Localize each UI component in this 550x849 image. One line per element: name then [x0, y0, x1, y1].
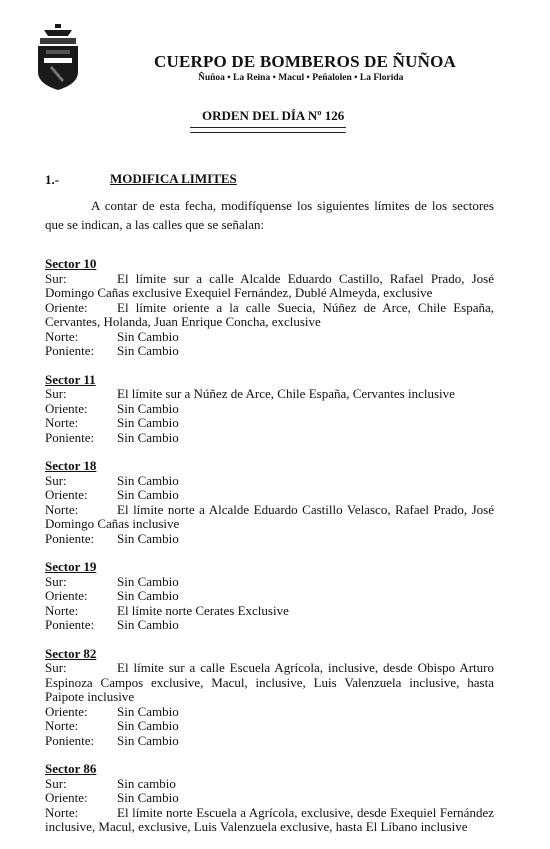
boundary-row — [45, 777, 494, 792]
sector-block — [45, 257, 494, 359]
boundary-description: Sin Cambio — [117, 429, 179, 445]
boundary-direction-label: Poniente: — [45, 530, 95, 546]
boundary-description: El límite norte Escuela a Agrícola, exclusive, desde Exequiel Fernández inclusive, Macul, exclusive, Luis Valenzuela exclusive, hasta El Líbano inclusive — [45, 804, 494, 834]
boundary-direction-label: Norte: — [45, 804, 79, 820]
boundary-row — [45, 330, 494, 345]
intro-paragraph: A contar de esta fecha, modifíquense los siguientes límites de los sectores que se indican, a las calles que se señalan: — [45, 198, 494, 232]
boundary-direction-label: Poniente: — [45, 617, 95, 632]
boundary-row — [45, 344, 494, 359]
sector-title: Sector 18 — [45, 458, 97, 473]
boundary-row — [45, 416, 494, 431]
boundary-row — [45, 791, 494, 806]
boundary-direction-label: Sur: — [45, 270, 67, 286]
boundary-direction-label: Oriente: — [45, 400, 88, 416]
boundary-direction-label: Norte: — [45, 602, 79, 618]
organization-title: CUERPO DE BOMBEROS DE ÑUÑOA — [154, 52, 456, 71]
sector-title: Sector 11 — [45, 371, 96, 387]
boundary-row — [45, 488, 494, 503]
boundary-direction-label: Oriente: — [45, 487, 88, 502]
sector-title: Sector 86 — [45, 761, 97, 776]
boundary-description: El límite sur a Núñez de Arce, Chile España, Cervantes inclusive — [117, 386, 455, 401]
boundary-direction-label: Sur: — [45, 660, 67, 675]
sector-block — [45, 560, 494, 633]
boundary-description: El límite norte Cerates Exclusive — [117, 602, 289, 618]
boundary-row — [45, 474, 494, 489]
boundary-description: El límite sur a calle Alcalde Eduardo Castillo, Rafael Prado, José Domingo Cañas exclusive Exequiel Fernández, Dublé Almeyda, exclusive — [45, 270, 494, 300]
boundary-description: Sin Cambio — [117, 487, 179, 502]
boundary-direction-label: Sur: — [45, 775, 67, 791]
boundary-description: Sin Cambio — [117, 530, 179, 546]
sector-block — [45, 762, 494, 835]
boundary-direction-label: Norte: — [45, 415, 79, 430]
boundary-row — [45, 661, 494, 705]
boundary-description: Sin Cambio — [117, 732, 179, 748]
boundary-row — [45, 734, 494, 749]
boundary-row — [45, 503, 494, 532]
sector-block — [45, 647, 494, 749]
boundary-description: Sin Cambio — [117, 415, 179, 430]
boundary-row — [45, 431, 494, 446]
double-underline — [190, 127, 346, 133]
boundary-description: Sin cambio — [117, 775, 176, 791]
boundary-description: El límite oriente a la calle Suecia, Núñez de Arce, Chile España, Cervantes, Holanda, Juan Enrique Concha, exclusive — [45, 299, 494, 329]
sector-block — [45, 373, 494, 446]
boundary-row — [45, 402, 494, 417]
boundary-row — [45, 719, 494, 734]
boundary-row — [45, 301, 494, 330]
section-number: 1.- — [45, 172, 60, 187]
boundary-description: El límite norte a Alcalde Eduardo Castillo Velasco, Rafael Prado, José Domingo Cañas inclusive — [45, 501, 494, 531]
boundary-direction-label: Oriente: — [45, 299, 88, 315]
boundary-direction-label: Norte: — [45, 501, 79, 517]
boundary-direction-label: Oriente: — [45, 588, 88, 603]
sector-title: Sector 19 — [45, 559, 97, 574]
boundary-description: Sin Cambio — [117, 588, 179, 603]
sector-title: Sector 10 — [45, 256, 97, 271]
fire-brigade-crest-icon — [36, 24, 80, 90]
boundary-direction-label: Sur: — [45, 386, 67, 401]
boundary-direction-label: Oriente: — [45, 790, 88, 805]
boundary-description: Sin Cambio — [117, 790, 179, 805]
boundary-description: Sin Cambio — [117, 617, 179, 632]
boundary-description: El límite sur a calle Escuela Agrícola, inclusive, desde Obispo Arturo Espinoza Campos exclusive, Macul, inclusive, Luis Valenzuela inclusive, hasta Paipote inclusive — [45, 660, 494, 704]
boundary-direction-label: Poniente: — [45, 429, 95, 445]
boundary-direction-label: Poniente: — [45, 732, 95, 748]
boundary-description: Sin Cambio — [117, 703, 179, 719]
boundary-description: Sin Cambio — [117, 400, 179, 416]
boundary-row — [45, 532, 494, 547]
boundary-direction-label: Norte: — [45, 328, 79, 344]
boundary-description: Sin Cambio — [117, 573, 179, 589]
sector-list — [45, 257, 494, 849]
boundary-row — [45, 705, 494, 720]
boundary-row — [45, 618, 494, 633]
section-title: MODIFICA LIMITES — [110, 171, 237, 186]
communes-subtitle: Ñuñoa • La Reina • Macul • Peñalolen • La Florida — [198, 73, 404, 83]
boundary-direction-label: Poniente: — [45, 343, 95, 358]
order-title: ORDEN DEL DÍA Nº 126 — [202, 108, 345, 123]
boundary-direction-label: Oriente: — [45, 703, 88, 719]
boundary-row — [45, 387, 494, 402]
boundary-row — [45, 589, 494, 604]
sector-block — [45, 459, 494, 546]
boundary-description: Sin Cambio — [117, 328, 179, 344]
boundary-direction-label: Norte: — [45, 718, 79, 733]
boundary-description: Sin Cambio — [117, 718, 179, 733]
boundary-row — [45, 604, 494, 619]
sector-title: Sector 82 — [45, 645, 97, 661]
boundary-description: Sin Cambio — [117, 472, 179, 488]
boundary-row — [45, 575, 494, 590]
boundary-row — [45, 806, 494, 835]
boundary-direction-label: Sur: — [45, 472, 67, 488]
boundary-description: Sin Cambio — [117, 343, 179, 358]
boundary-direction-label: Sur: — [45, 573, 67, 589]
boundary-row — [45, 272, 494, 301]
